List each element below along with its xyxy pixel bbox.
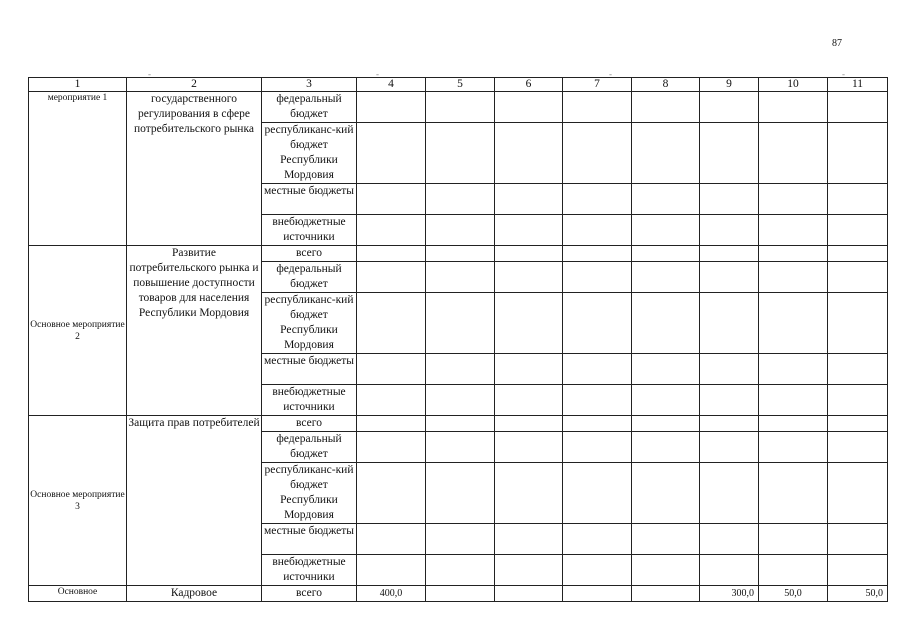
funding-source-cell: федеральный бюджет (262, 262, 357, 293)
value-cell: 50,0 (828, 586, 888, 602)
value-cell (426, 586, 495, 602)
column-header: 4 (357, 78, 426, 92)
column-header: 8 (632, 78, 700, 92)
funding-source-cell: местные бюджеты (262, 524, 357, 555)
funding-source-cell: федеральный бюджет (262, 92, 357, 123)
column-header: 2 (127, 78, 262, 92)
value-cell (495, 586, 563, 602)
activity-cell: Основное (29, 586, 127, 602)
table-row (29, 416, 888, 432)
funding-source-cell: всего (262, 586, 357, 602)
activity-name-cell: Развитие потребительского рынка и повышение доступности товаров для населения Республики Мордовия (127, 246, 262, 416)
table-row (29, 92, 888, 123)
value-cell (632, 586, 700, 602)
activity-name-cell: государственного регулирования в сфере потребительского рынка (127, 92, 262, 246)
column-header: 9 (700, 78, 759, 92)
activity-name-cell: Защита прав потребителей (127, 416, 262, 586)
value-cell: 50,0 (759, 586, 828, 602)
activity-cell: Основное мероприятие 2 (29, 246, 127, 416)
funding-source-cell: внебюджетные источники (262, 555, 357, 586)
scan-mark: - (842, 69, 845, 79)
column-header: 11 (828, 78, 888, 92)
funding-source-cell: всего (262, 416, 357, 432)
column-header: 5 (426, 78, 495, 92)
value-cell: 300,0 (700, 586, 759, 602)
page-number: 87 (832, 38, 842, 49)
column-header: 7 (563, 78, 632, 92)
value-cell (563, 586, 632, 602)
value-cell: 400,0 (357, 586, 426, 602)
funding-source-cell: федеральный бюджет (262, 432, 357, 463)
column-header: 10 (759, 78, 828, 92)
column-header: 3 (262, 78, 357, 92)
funding-source-cell: республиканс-кий бюджет Республики Мордовия (262, 293, 357, 354)
budget-table (28, 77, 888, 602)
activity-cell: мероприятие 1 (29, 92, 127, 246)
scan-mark: - (376, 69, 379, 79)
activity-name-cell: Кадровое (127, 586, 262, 602)
funding-source-cell: республиканс-кий бюджет Республики Мордовия (262, 463, 357, 524)
activity-cell: Основное мероприятие 3 (29, 416, 127, 586)
funding-source-cell: внебюджетные источники (262, 215, 357, 246)
header-row (29, 78, 888, 92)
funding-source-cell: местные бюджеты (262, 354, 357, 385)
scan-mark: - (148, 69, 151, 79)
column-header: 1 (29, 78, 127, 92)
table-row (29, 586, 888, 602)
funding-source-cell: республиканс-кий бюджет Республики Мордовия (262, 123, 357, 184)
funding-source-cell: всего (262, 246, 357, 262)
scan-mark: - (609, 69, 612, 79)
funding-source-cell: местные бюджеты (262, 184, 357, 215)
funding-source-cell: внебюджетные источники (262, 385, 357, 416)
table-row (29, 246, 888, 262)
column-header: 6 (495, 78, 563, 92)
